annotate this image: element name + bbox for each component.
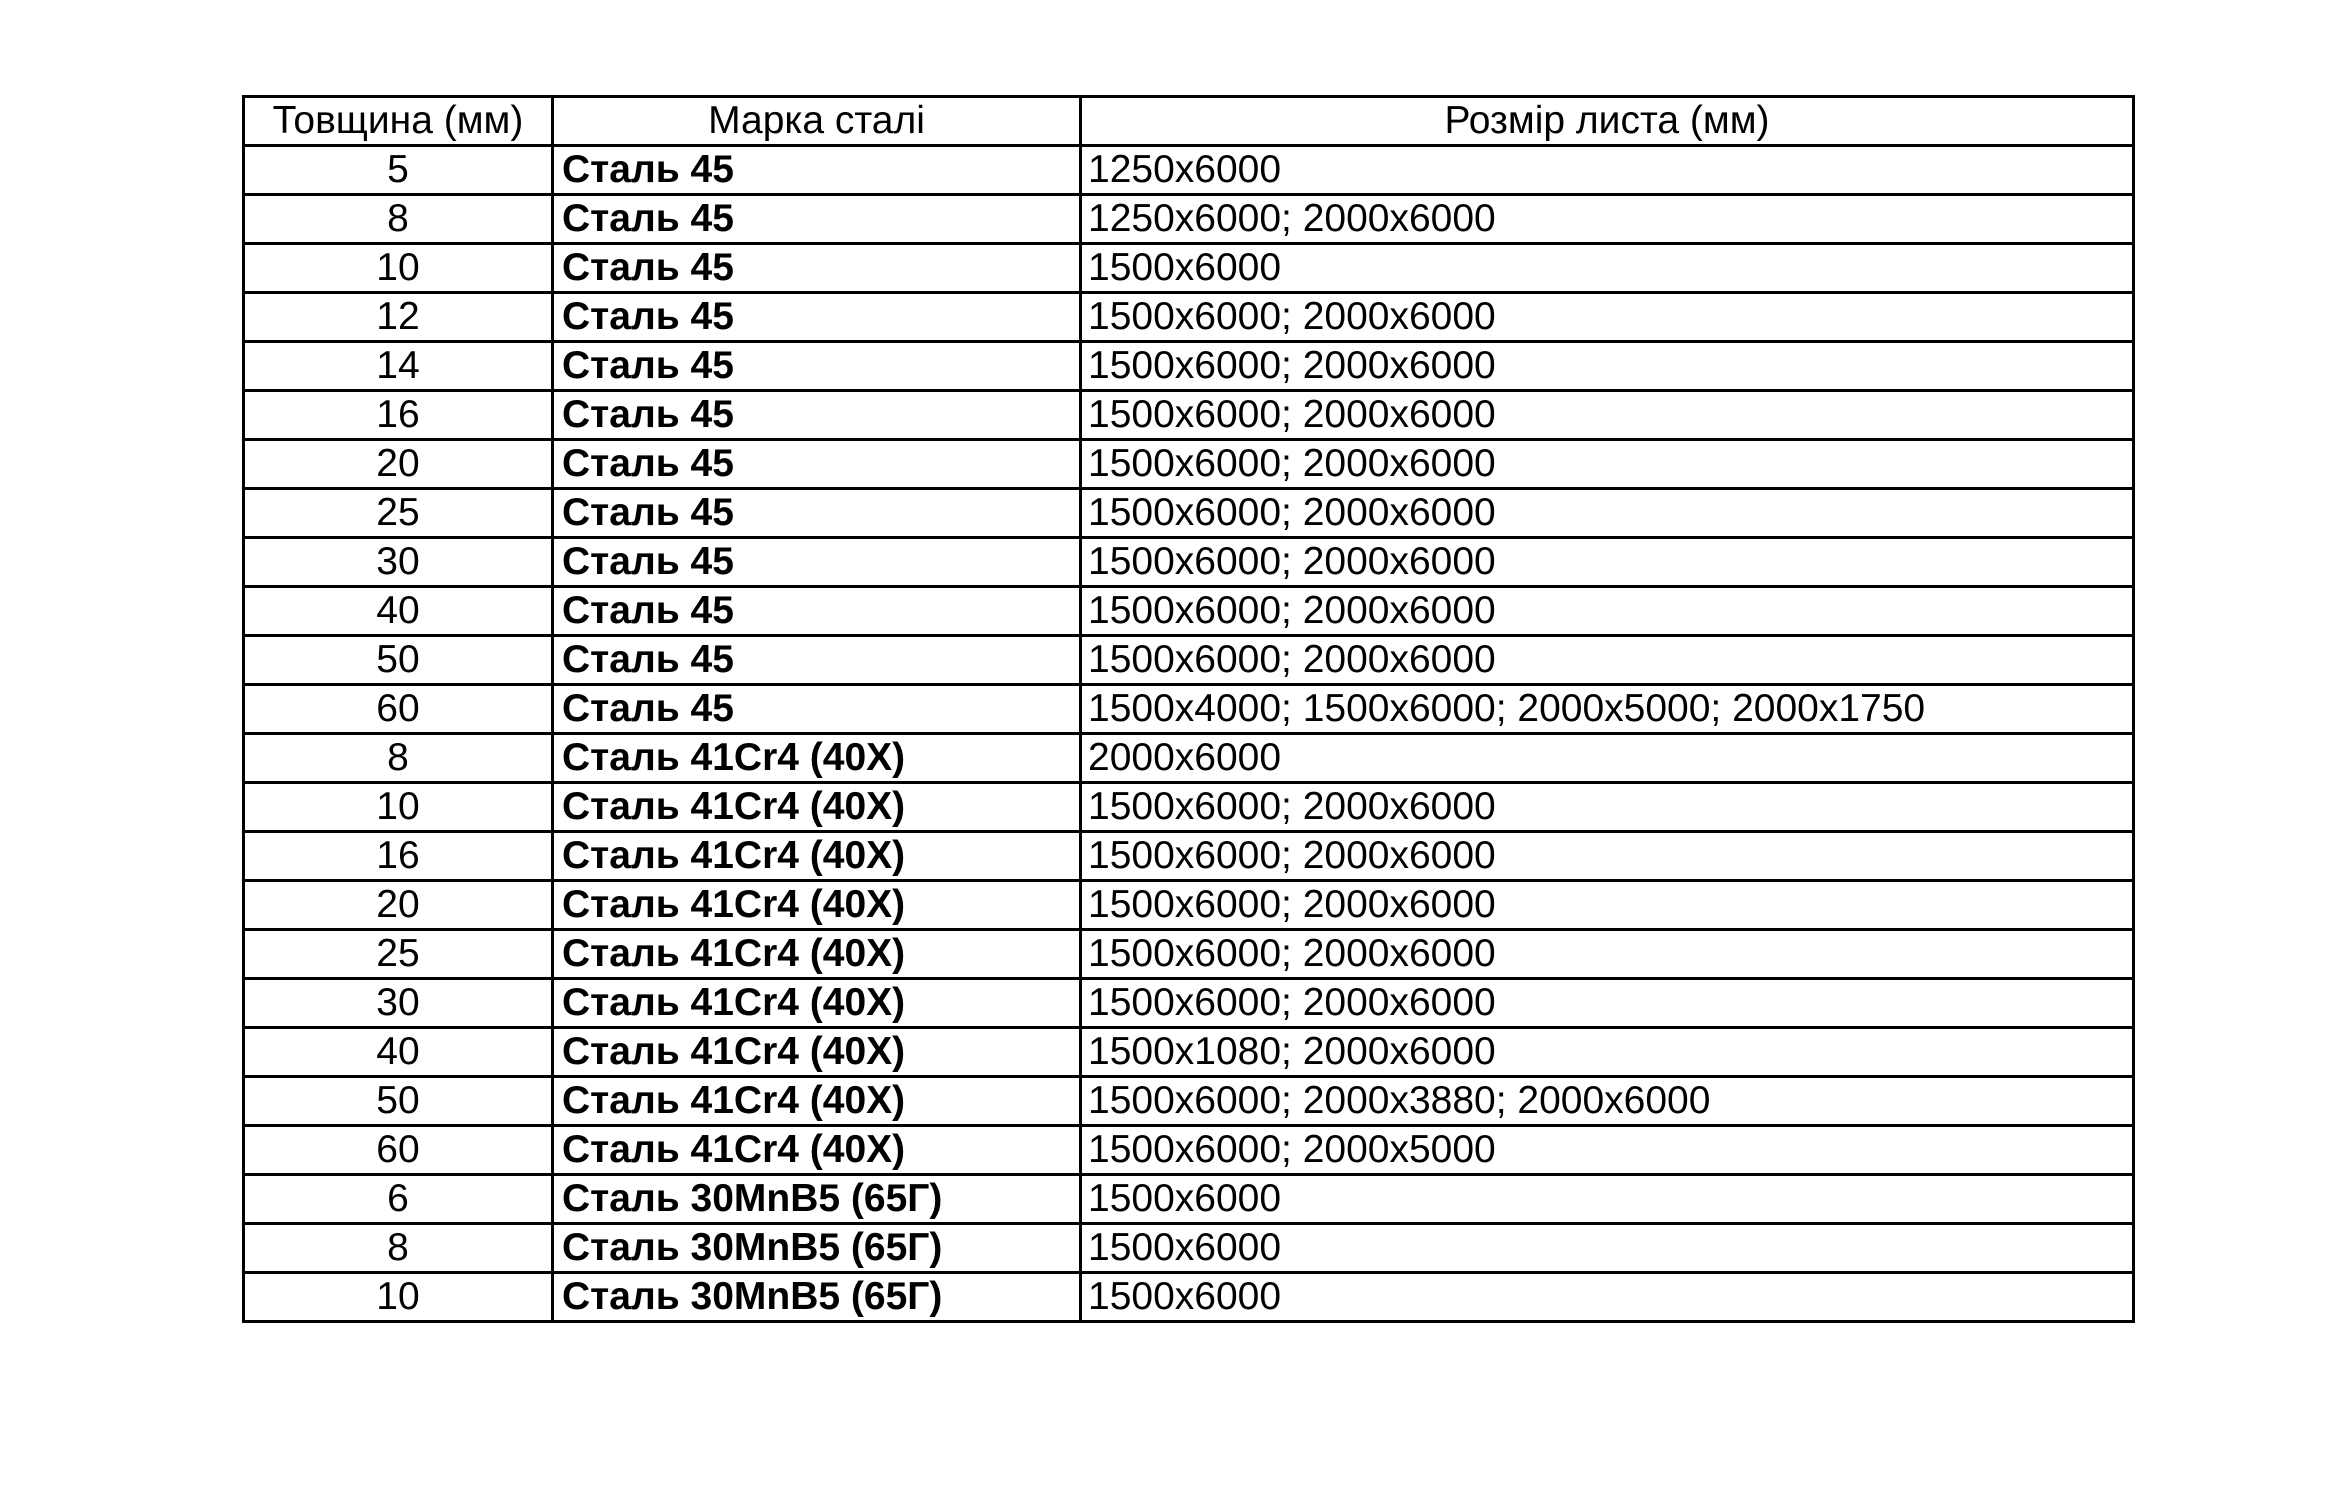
table-row [244,1273,2134,1322]
sheet-size-cell: 1500x6000; 2000x6000 [1081,783,2134,832]
thickness-cell: 6 [244,1175,553,1224]
header-sheet-size: Розмір листа (мм) [1081,97,2134,146]
thickness-cell: 20 [244,440,553,489]
table-row [244,391,2134,440]
table-row [244,832,2134,881]
steel-grade-cell: Сталь 45 [553,391,1081,440]
table-row [244,783,2134,832]
sheet-size-cell: 1500x6000; 2000x6000 [1081,440,2134,489]
steel-grade-cell: Сталь 45 [553,146,1081,195]
sheet-size-cell: 1500x6000; 2000x6000 [1081,881,2134,930]
steel-grade-cell: Сталь 45 [553,587,1081,636]
thickness-cell: 60 [244,685,553,734]
thickness-cell: 14 [244,342,553,391]
sheet-size-cell: 1500x6000; 2000x5000 [1081,1126,2134,1175]
thickness-cell: 40 [244,587,553,636]
sheet-size-cell: 1500x4000; 1500x6000; 2000x5000; 2000x1750 [1081,685,2134,734]
steel-grade-cell: Сталь 45 [553,440,1081,489]
steel-sheet-table-container [242,95,2132,1323]
thickness-cell: 8 [244,1224,553,1273]
thickness-cell: 40 [244,1028,553,1077]
table-row [244,146,2134,195]
steel-grade-cell: Сталь 45 [553,195,1081,244]
steel-grade-cell: Сталь 41Cr4 (40Х) [553,783,1081,832]
thickness-cell: 16 [244,391,553,440]
sheet-size-cell: 1500x6000; 2000x6000 [1081,979,2134,1028]
steel-grade-cell: Сталь 30MnB5 (65Г) [553,1175,1081,1224]
steel-grade-cell: Сталь 45 [553,489,1081,538]
sheet-size-cell: 1500x6000 [1081,1224,2134,1273]
steel-sheet-table [242,95,2135,1323]
thickness-cell: 16 [244,832,553,881]
table-row [244,636,2134,685]
sheet-size-cell: 1250x6000; 2000x6000 [1081,195,2134,244]
thickness-cell: 10 [244,783,553,832]
thickness-cell: 5 [244,146,553,195]
steel-grade-cell: Сталь 41Cr4 (40Х) [553,1126,1081,1175]
steel-grade-cell: Сталь 41Cr4 (40Х) [553,881,1081,930]
sheet-size-cell: 1500x6000; 2000x6000 [1081,391,2134,440]
sheet-size-cell: 1500x6000 [1081,1175,2134,1224]
table-row [244,1175,2134,1224]
sheet-size-cell: 1500x6000; 2000x6000 [1081,587,2134,636]
sheet-size-cell: 1500x6000 [1081,1273,2134,1322]
thickness-cell: 25 [244,930,553,979]
table-row [244,342,2134,391]
table-row [244,195,2134,244]
header-steel-grade: Марка сталі [553,97,1081,146]
sheet-size-cell: 1500x1080; 2000x6000 [1081,1028,2134,1077]
header-thickness: Товщина (мм) [244,97,553,146]
steel-grade-cell: Сталь 45 [553,538,1081,587]
thickness-cell: 10 [244,1273,553,1322]
table-row [244,930,2134,979]
table-row [244,244,2134,293]
table-header-row [244,97,2134,146]
table-body [244,146,2134,1322]
steel-grade-cell: Сталь 45 [553,636,1081,685]
sheet-size-cell: 1500x6000; 2000x6000 [1081,538,2134,587]
thickness-cell: 8 [244,734,553,783]
table-row [244,1028,2134,1077]
sheet-size-cell: 1500x6000; 2000x6000 [1081,832,2134,881]
table-row [244,1224,2134,1273]
sheet-size-cell: 1500x6000; 2000x6000 [1081,342,2134,391]
table-row [244,734,2134,783]
thickness-cell: 20 [244,881,553,930]
sheet-size-cell: 1500x6000; 2000x6000 [1081,489,2134,538]
sheet-size-cell: 1500x6000; 2000x6000 [1081,930,2134,979]
sheet-size-cell: 1500x6000; 2000x3880; 2000x6000 [1081,1077,2134,1126]
table-row [244,587,2134,636]
steel-grade-cell: Сталь 41Cr4 (40Х) [553,930,1081,979]
thickness-cell: 60 [244,1126,553,1175]
sheet-size-cell: 2000x6000 [1081,734,2134,783]
table-row [244,440,2134,489]
table-row [244,1077,2134,1126]
sheet-size-cell: 1500x6000 [1081,244,2134,293]
sheet-size-cell: 1250x6000 [1081,146,2134,195]
thickness-cell: 30 [244,979,553,1028]
steel-grade-cell: Сталь 41Cr4 (40Х) [553,734,1081,783]
table-row [244,293,2134,342]
thickness-cell: 50 [244,636,553,685]
steel-grade-cell: Сталь 45 [553,244,1081,293]
table-row [244,881,2134,930]
steel-grade-cell: Сталь 41Cr4 (40Х) [553,832,1081,881]
thickness-cell: 8 [244,195,553,244]
steel-grade-cell: Сталь 45 [553,342,1081,391]
steel-grade-cell: Сталь 41Cr4 (40Х) [553,979,1081,1028]
thickness-cell: 30 [244,538,553,587]
steel-grade-cell: Сталь 45 [553,293,1081,342]
table-row [244,489,2134,538]
thickness-cell: 10 [244,244,553,293]
sheet-size-cell: 1500x6000; 2000x6000 [1081,636,2134,685]
table-row [244,685,2134,734]
steel-grade-cell: Сталь 41Cr4 (40Х) [553,1028,1081,1077]
steel-grade-cell: Сталь 30MnB5 (65Г) [553,1273,1081,1322]
thickness-cell: 50 [244,1077,553,1126]
table-row [244,1126,2134,1175]
thickness-cell: 25 [244,489,553,538]
table-row [244,538,2134,587]
sheet-size-cell: 1500x6000; 2000x6000 [1081,293,2134,342]
steel-grade-cell: Сталь 45 [553,685,1081,734]
table-row [244,979,2134,1028]
steel-grade-cell: Сталь 41Cr4 (40Х) [553,1077,1081,1126]
steel-grade-cell: Сталь 30MnB5 (65Г) [553,1224,1081,1273]
thickness-cell: 12 [244,293,553,342]
